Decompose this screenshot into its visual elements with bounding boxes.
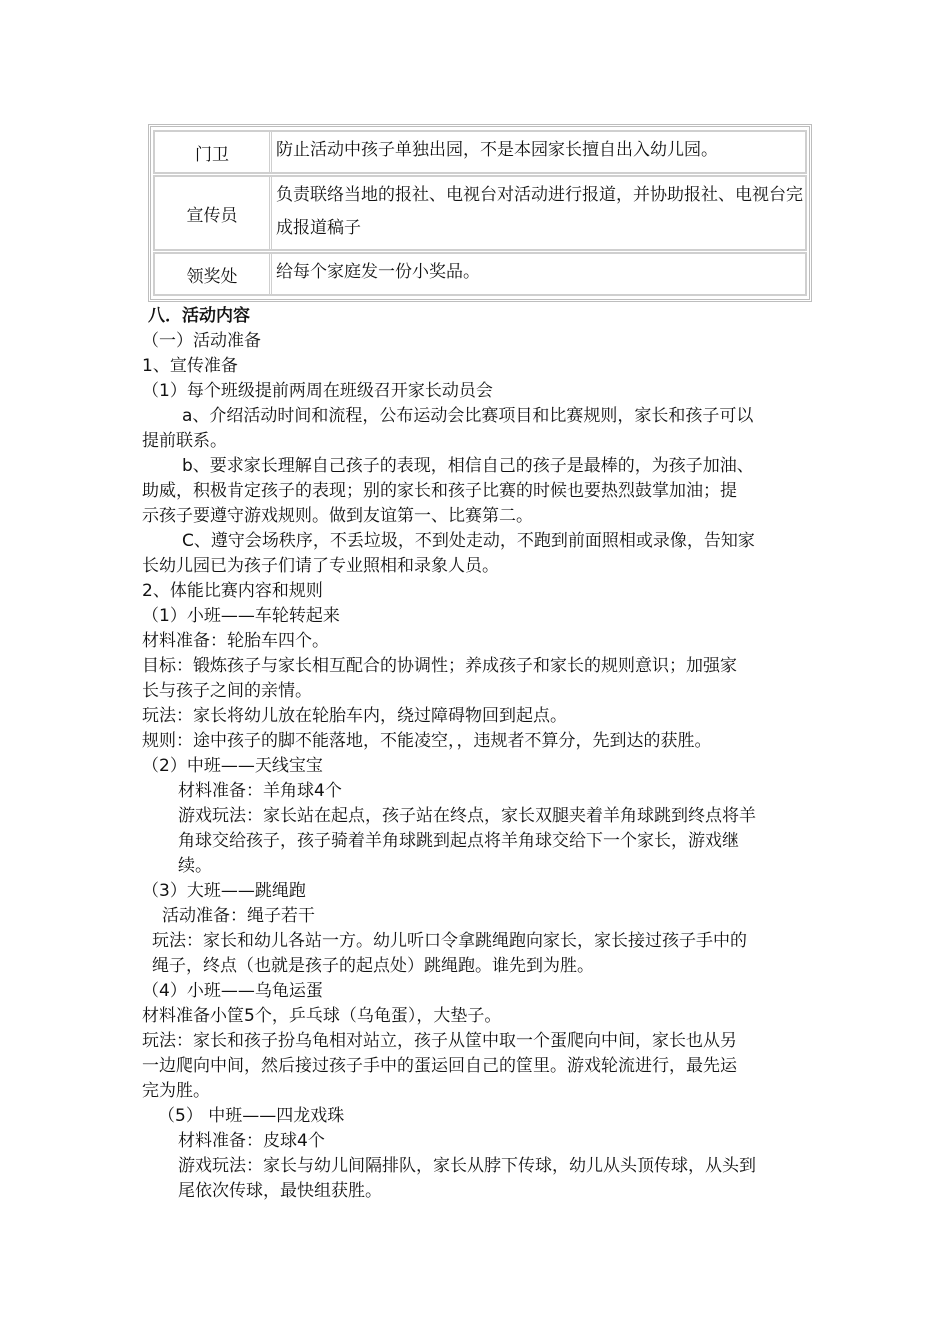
- paragraph-line: 游戏玩法：家长与幼儿间隔排队，家长从脖下传球，幼儿从头顶传球，从头到: [178, 1156, 756, 1176]
- paragraph-line: 玩法：家长和孩子扮乌龟相对站立，孩子从筐中取一个蛋爬向中间，家长也从另: [142, 1031, 737, 1051]
- subsection-heading: （一）活动准备: [142, 331, 261, 351]
- paragraph-line: 长幼儿园已为孩子们请了专业照相和录象人员。: [142, 556, 499, 576]
- paragraph-line: 规则：途中孩子的脚不能落地，不能凌空，，违规者不算分，先到达的获胜。: [142, 731, 712, 751]
- item-heading: （4）小班——乌龟运蛋: [142, 981, 323, 1001]
- role-cell: 宣传员: [155, 177, 272, 249]
- section-heading: 八．活动内容: [148, 306, 250, 326]
- paragraph-line: 材料准备：羊角球4个: [178, 781, 342, 801]
- table-row: [153, 175, 807, 251]
- paragraph-line: 目标：锻炼孩子与家长相互配合的协调性；养成孩子和家长的规则意识；加强家: [142, 656, 737, 676]
- paragraph-line: C、遵守会场秩序，不丢垃圾，不到处走动，不跑到前面照相或录像，告知家: [182, 531, 755, 551]
- role-cell: 领奖处: [155, 254, 272, 294]
- duty-table: [148, 124, 812, 302]
- paragraph-line: 绳子，终点（也就是孩子的起点处）跳绳跑。谁先到为胜。: [152, 956, 594, 976]
- subsection-heading: 1、宣传准备: [142, 356, 238, 376]
- desc-cell: 给每个家庭发一份小奖品。: [276, 262, 480, 282]
- paragraph-line: 尾依次传球，最快组获胜。: [178, 1181, 382, 1201]
- paragraph-line: 玩法：家长和幼儿各站一方。幼儿听口令拿跳绳跑向家长，家长接过孩子手中的: [152, 931, 747, 951]
- item-heading: （2）中班——天线宝宝: [142, 756, 323, 776]
- paragraph-line: 续。: [178, 856, 212, 876]
- paragraph-line: 游戏玩法：家长站在起点，孩子站在终点，家长双腿夹着羊角球跳到终点将羊: [178, 806, 756, 826]
- role-cell: 门卫: [155, 132, 272, 172]
- paragraph-line: 完为胜。: [142, 1081, 210, 1101]
- item-heading: （5） 中班——四龙戏珠: [158, 1106, 345, 1126]
- paragraph-line: b、要求家长理解自己孩子的表现，相信自己的孩子是最棒的，为孩子加油、: [182, 456, 754, 476]
- item-heading: （1）小班——车轮转起来: [142, 606, 340, 626]
- table-row: [153, 252, 807, 296]
- desc-cell: 防止活动中孩子单独出园，不是本园家长擅自出入幼儿园。: [276, 140, 718, 160]
- paragraph-line: （1）每个班级提前两周在班级召开家长动员会: [142, 381, 493, 401]
- paragraph-line: 示孩子要遵守游戏规则。做到友谊第一、比赛第二。: [142, 506, 533, 526]
- item-heading: （3）大班——跳绳跑: [142, 881, 306, 901]
- paragraph-line: 助威，积极肯定孩子的表现；别的家长和孩子比赛的时候也要热烈鼓掌加油；提: [142, 481, 737, 501]
- table-row: [153, 130, 807, 174]
- paragraph-line: 活动准备：绳子若干: [162, 906, 315, 926]
- paragraph-line: 长与孩子之间的亲情。: [142, 681, 312, 701]
- subsection-heading: 2、体能比赛内容和规则: [142, 581, 323, 601]
- paragraph-line: 材料准备：轮胎车四个。: [142, 631, 329, 651]
- paragraph-line: a、介绍活动时间和流程，公布运动会比赛项目和比赛规则，家长和孩子可以: [182, 406, 754, 426]
- paragraph-line: 一边爬向中间，然后接过孩子手中的蛋运回自己的筐里。游戏轮流进行，最先运: [142, 1056, 737, 1076]
- paragraph-line: 玩法：家长将幼儿放在轮胎车内，绕过障碍物回到起点。: [142, 706, 567, 726]
- paragraph-line: 材料准备：皮球4个: [178, 1131, 325, 1151]
- desc-cell: 负责联络当地的报社、电视台对活动进行报道，并协助报社、电视台完成报道稿子: [276, 185, 803, 238]
- paragraph-line: 提前联系。: [142, 431, 227, 451]
- paragraph-line: 材料准备小筐5个，乒乓球（乌龟蛋），大垫子。: [142, 1006, 502, 1026]
- paragraph-line: 角球交给孩子，孩子骑着羊角球跳到起点将羊角球交给下一个家长，游戏继: [178, 831, 739, 851]
